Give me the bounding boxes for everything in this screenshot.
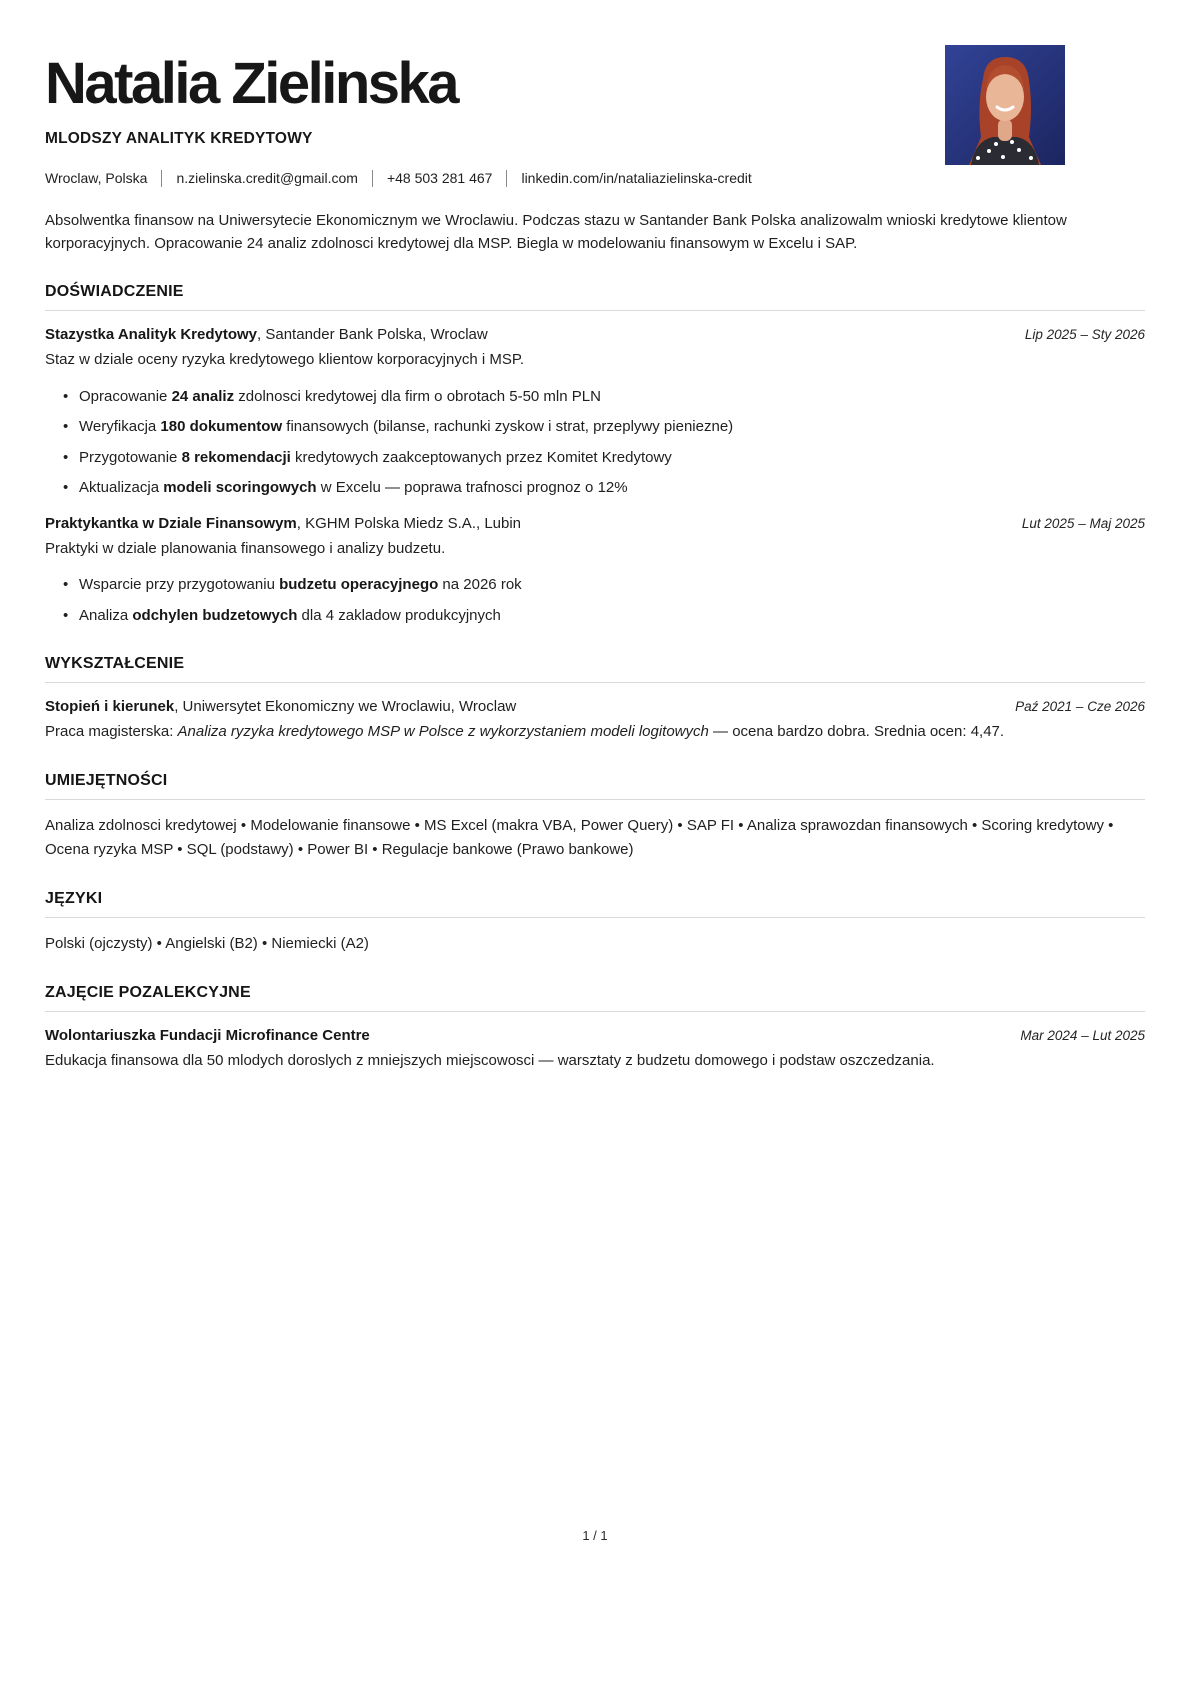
entry-titleline <box>45 326 488 343</box>
section-education <box>45 655 1145 744</box>
education-entry <box>45 698 1145 744</box>
entry-dates: Lut 2025 – Maj 2025 <box>1021 515 1145 531</box>
bullet-item <box>63 574 1145 597</box>
bullet-marker: • <box>63 479 69 497</box>
bullet-text: Przygotowanie <box>79 448 182 466</box>
bullet-text-bold: 8 rekomendacji <box>181 448 291 466</box>
bullet-marker: • <box>63 606 69 624</box>
bullet-text-bold: budzetu operacyjnego <box>279 576 439 594</box>
activity-description: Edukacja finansowa dla 50 mlodych doroslych z mniejszych miejscowosci — warsztaty z budzetu domowego i podstaw oszczedzania. <box>45 1051 935 1069</box>
bullet-text-bold: 180 dokumentow <box>160 418 283 436</box>
page-number: 1 / 1 <box>582 1528 608 1543</box>
entry-titleline <box>45 515 521 532</box>
contact-location: Wroclaw, Polska <box>45 170 148 187</box>
bullet-text: Opracowanie <box>79 387 172 405</box>
activity-entry <box>45 1027 1145 1073</box>
entry-company: , KGHM Polska Miedz S.A., Lubin <box>296 514 522 532</box>
thesis-label: Praca magisterska: <box>45 723 178 741</box>
activity-title: Wolontariuszka Fundacji Microfinance Centre <box>45 1026 370 1044</box>
bullet-item <box>63 386 1145 409</box>
contact-separator <box>506 170 507 187</box>
entry-header <box>45 1027 1145 1044</box>
bullet-item <box>63 416 1145 439</box>
skills-heading: UMIEJĘTNOŚCI <box>45 771 168 789</box>
education-heading: WYKSZTAŁCENIE <box>45 655 185 673</box>
section-activities <box>45 984 1145 1073</box>
bullet-text: dla 4 zakladow produkcyjnych <box>297 606 501 624</box>
entry-description: Praktyki w dziale planowania finansowego i analizy budzetu. <box>45 539 446 557</box>
bullet-text: finansowych (bilanse, rachunki zyskow i strat, przeplywy pieniezne) <box>282 418 734 436</box>
section-skills <box>45 772 1145 862</box>
bullet-text-bold: 24 analiz <box>171 387 235 405</box>
entry-title: Praktykantka w Dziale Finansowym <box>45 514 297 532</box>
entry-company: , Santander Bank Polska, Wroclaw <box>257 326 488 344</box>
entry-dates: Paź 2021 – Cze 2026 <box>1015 699 1145 715</box>
section-divider <box>45 917 1145 918</box>
section-divider <box>45 310 1145 311</box>
bullet-list <box>45 386 1145 500</box>
profile-photo-image <box>945 45 1065 165</box>
thesis-title: Analiza ryzyka kredytowego MSP w Polsce z wykorzystaniem modeli logitowych <box>177 723 709 741</box>
section-divider <box>45 799 1145 800</box>
entry-header <box>45 698 1145 715</box>
bullet-marker: • <box>63 448 69 466</box>
bullet-text: zdolnosci kredytowej dla firm o obrotach 5-50 mln PLN <box>234 387 601 405</box>
bullet-marker: • <box>63 387 69 405</box>
person-title: MLODSZY ANALITYK KREDYTOWY <box>45 129 313 147</box>
contact-email[interactable]: n.zielinska.credit@gmail.com <box>176 170 358 187</box>
bullet-item <box>63 447 1145 470</box>
bullet-text: kredytowych zaakceptowanych przez Komitet Kredytowy <box>290 448 672 466</box>
bullet-text: na 2026 rok <box>438 576 522 594</box>
contact-separator <box>161 170 162 187</box>
entry-description: Staz w dziale oceny ryzyka kredytowego klientow korporacyjnych i MSP. <box>45 351 525 369</box>
contact-phone: +48 503 281 467 <box>386 170 493 187</box>
thesis-line <box>45 721 1145 744</box>
entry-dates: Lip 2025 – Sty 2026 <box>1024 327 1145 343</box>
entry-titleline <box>45 698 516 715</box>
section-divider <box>45 682 1145 683</box>
bullet-text: Weryfikacja <box>79 418 161 436</box>
summary-text: Absolwentka finansow na Uniwersytecie Ekonomicznym we Wroclawiu. Podczas stazu w Santander Bank Polska analizowalm wnioski kredytowe klientow korporacyjnych. Opracowanie 24 analiz zdolnosci kredytowej dla MSP. Biegla w modelowaniu finansowym w Excelu i SAP. <box>45 211 1067 253</box>
person-name: Natalia Zielinska <box>45 51 458 116</box>
entry-titleline <box>45 1027 370 1044</box>
contact-bar <box>45 170 1145 187</box>
experience-heading: DOŚWIADCZENIE <box>45 283 184 301</box>
entry-header <box>45 326 1145 343</box>
bullet-text-bold: modeli scoringowych <box>163 479 317 497</box>
experience-entry <box>45 515 1145 628</box>
degree-title: Stopień i kierunek <box>45 698 175 716</box>
bullet-list <box>45 574 1145 627</box>
entry-title: Stazystka Analityk Kredytowy <box>45 326 258 344</box>
activities-heading: ZAJĘCIE POZALEKCYJNE <box>45 983 251 1001</box>
bullet-text: Analiza <box>79 606 133 624</box>
languages-text: Polski (ojczysty) • Angielski (B2) • Niemiecki (A2) <box>45 934 369 952</box>
skills-text: Analiza zdolnosci kredytowej • Modelowanie finansowe • MS Excel (makra VBA, Power Query) • SAP FI • Analiza sprawozdan finansowych • Scoring kredytowy • Ocena ryzyka MSP • SQL (podstawy) • Power BI • Regulacje bankowe (Prawo bankowe) <box>45 816 1114 858</box>
section-divider <box>45 1011 1145 1012</box>
thesis-grade: — ocena bardzo dobra. Srednia ocen: 4,47. <box>708 723 1005 741</box>
entry-header <box>45 515 1145 532</box>
bullet-item <box>63 605 1145 628</box>
bullet-text: w Excelu — poprawa trafnosci prognoz o 12% <box>316 479 628 497</box>
bullet-marker: • <box>63 576 69 594</box>
bullet-marker: • <box>63 418 69 436</box>
section-experience <box>45 283 1145 627</box>
bullet-text-bold: odchylen budzetowych <box>132 606 298 624</box>
profile-photo <box>945 45 1065 165</box>
bullet-text: Wsparcie przy przygotowaniu <box>79 576 280 594</box>
bullet-item <box>63 477 1145 500</box>
section-languages <box>45 890 1145 956</box>
experience-entry <box>45 326 1145 500</box>
bullet-text: Aktualizacja <box>79 479 164 497</box>
languages-heading: JĘZYKI <box>45 889 103 907</box>
contact-separator <box>372 170 373 187</box>
degree-school: , Uniwersytet Ekonomiczny we Wroclawiu, Wroclaw <box>174 698 517 716</box>
entry-dates: Mar 2024 – Lut 2025 <box>1020 1027 1145 1043</box>
contact-linkedin[interactable]: linkedin.com/in/nataliazielinska-credit <box>521 170 752 187</box>
